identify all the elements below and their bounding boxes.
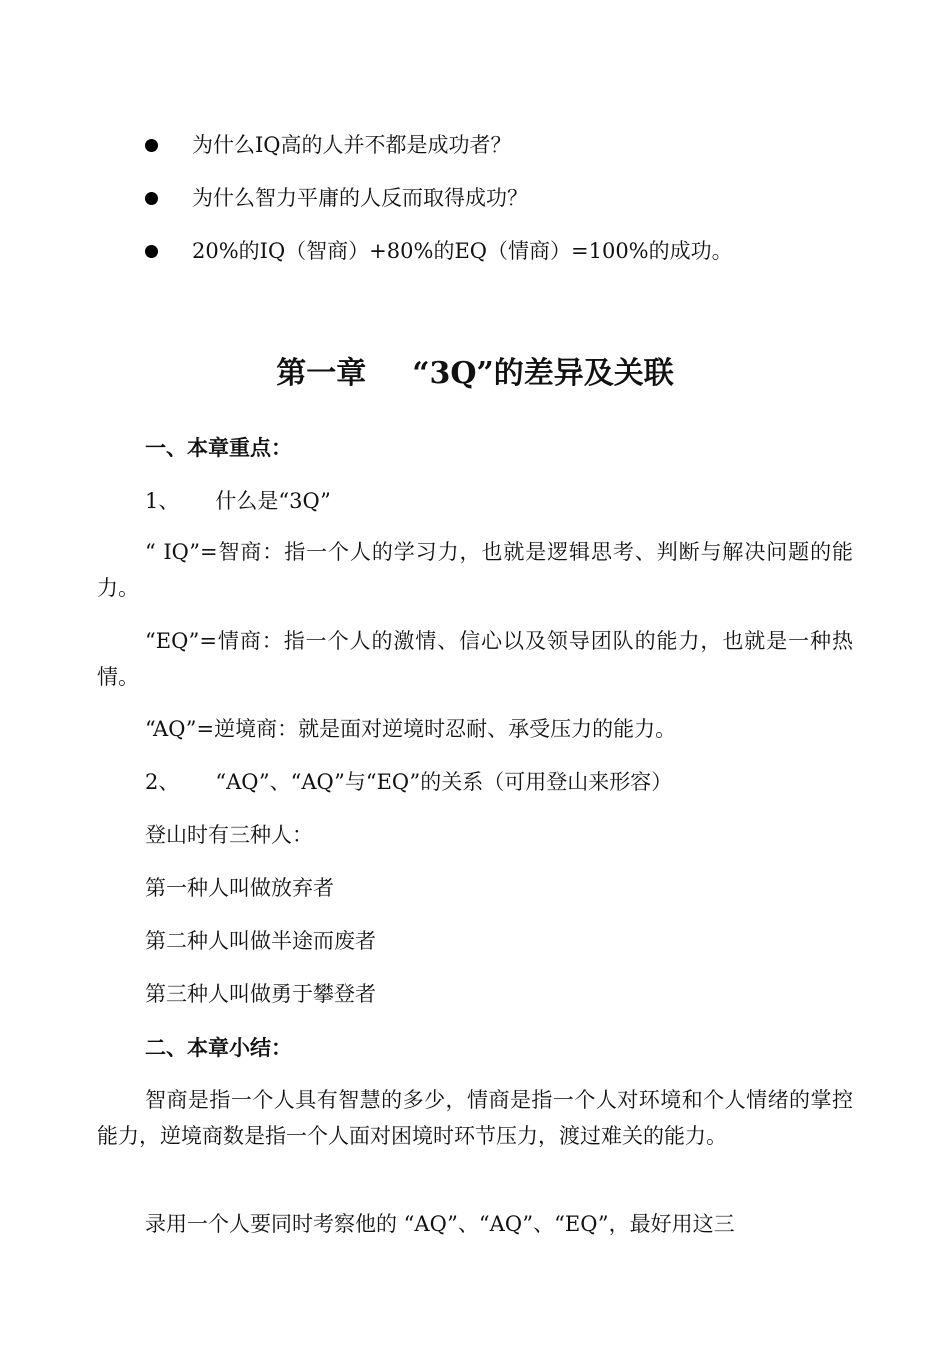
list-item-what-is-3q: [145, 483, 331, 519]
list-text: 什么是“3Q”: [215, 489, 331, 513]
bullet-text: 为什么智力平庸的人反而取得成功？: [192, 186, 528, 210]
climb-type-1: 第一种人叫做放弃者: [145, 876, 334, 900]
bullet-dot-icon: [145, 245, 158, 258]
list-item-relationship: [145, 764, 672, 800]
bullet-dot-icon: [145, 139, 158, 152]
climb-type-2: 第二种人叫做半途而废者: [145, 929, 376, 953]
bullet-text: 为什么IQ高的人并不都是成功者？: [192, 133, 512, 157]
section-heading-key-points: 一、本章重点：: [145, 435, 292, 460]
summary-paragraph: 智商是指一个人具有智慧的多少，情商是指一个人对环境和个人情绪的掌控能力，逆境商数是指一个人面对困境时环节压力，渡过难关的能力。: [97, 1088, 853, 1148]
aq-definition: “AQ”=逆境商：就是面对逆境时忍耐、承受压力的能力。: [145, 717, 677, 741]
list-text: “AQ”、“AQ”与“EQ”的关系（可用登山来形容）: [215, 770, 673, 794]
chapter-title: [0, 354, 950, 394]
bullet-text: 20%的IQ（智商）+80%的EQ（情商）=100%的成功。: [192, 239, 733, 263]
chapter-name: “3Q”的差异及关联: [412, 356, 674, 391]
list-number: 2、: [145, 770, 180, 794]
list-number: 1、: [145, 489, 180, 513]
chapter-label: 第一章: [276, 356, 367, 391]
climb-intro: 登山时有三种人：: [145, 823, 313, 847]
bullet-dot-icon: [145, 192, 158, 205]
section-heading-summary: 二、本章小结：: [145, 1035, 292, 1060]
hiring-paragraph: 录用一个人要同时考察他的 “AQ”、“AQ”、“EQ”，最好用这三: [145, 1212, 735, 1236]
climb-type-3: 第三种人叫做勇于攀登者: [145, 982, 376, 1006]
iq-definition: “ IQ”=智商：指一个人的学习力，也就是逻辑思考、判断与解决问题的能力。: [97, 540, 853, 600]
eq-definition: “EQ”=情商：指一个人的激情、信心以及领导团队的能力，也就是一种热情。: [97, 629, 853, 689]
